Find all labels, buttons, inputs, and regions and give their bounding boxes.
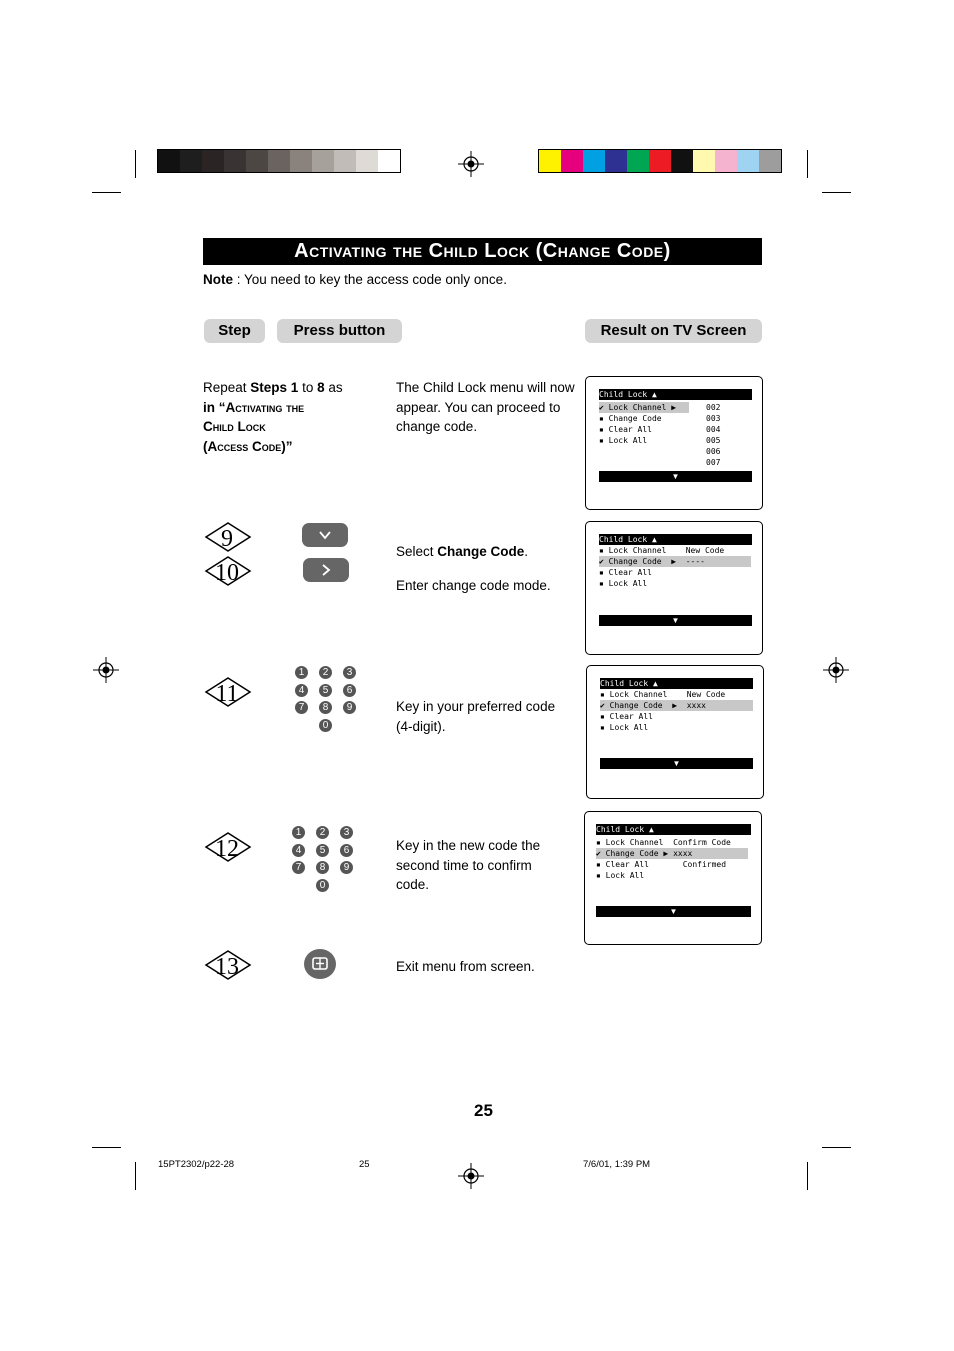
keypad-key-5[interactable]: 5 <box>319 684 332 697</box>
tv-menu-item: ▪ Lock Channel Confirm Code <box>596 838 731 847</box>
tv-menu-item: ▪ Lock Channel New Code <box>599 546 725 555</box>
menu-icon <box>304 949 336 979</box>
tv-menu-item: ▪ Lock All <box>599 436 648 445</box>
color-swatch <box>180 150 202 172</box>
tv-menu-item: ▪ Clear All <box>599 425 652 434</box>
crop-mark <box>822 1147 851 1148</box>
keypad-key-3[interactable]: 3 <box>343 666 356 679</box>
step-10-description: Enter change code mode. <box>396 578 551 593</box>
registration-mark-icon <box>458 151 484 177</box>
tv-screen-header: Child Lock ▲ <box>599 389 752 400</box>
tv-screen-3 <box>586 665 764 799</box>
keypad-key-4[interactable]: 4 <box>292 844 305 857</box>
step-number-10 <box>204 554 252 588</box>
footer-date: 7/6/01, 1:39 PM <box>583 1159 651 1170</box>
tv-menu-item: ▪ Lock All <box>599 579 648 588</box>
keypad-key-5[interactable]: 5 <box>316 844 329 857</box>
footer-page: 25 <box>359 1159 370 1170</box>
color-swatch <box>693 150 715 172</box>
tv-menu-item: ▪ Clear All <box>600 712 653 721</box>
chevron-down-icon <box>318 528 332 542</box>
color-swatch <box>224 150 246 172</box>
tv-screen-footer: ▼ <box>599 471 752 482</box>
gray-swatch-bar <box>157 149 401 173</box>
registration-mark-icon <box>458 1163 484 1189</box>
svg-text:11: 11 <box>215 681 239 707</box>
crop-mark <box>135 1162 136 1190</box>
keypad-key-6[interactable]: 6 <box>340 844 353 857</box>
color-swatch <box>715 150 737 172</box>
tv-menu-item: ▪ Change Code <box>599 414 662 423</box>
color-swatch <box>583 150 605 172</box>
tv-screen-header: Child Lock ▲ <box>600 678 753 689</box>
crop-mark <box>135 150 136 178</box>
note-label: Note <box>203 272 233 287</box>
tv-screen-footer: ▼ <box>599 615 752 626</box>
step-number-11 <box>204 675 252 709</box>
tv-menu-item: ▪ Lock All <box>600 723 649 732</box>
crop-mark <box>92 1147 121 1148</box>
color-swatch <box>561 150 583 172</box>
color-swatch <box>202 150 224 172</box>
color-swatch <box>268 150 290 172</box>
step-intro-description: The Child Lock menu will now appear. You can proceed to change code. <box>396 380 575 434</box>
color-swatch <box>539 150 561 172</box>
tv-screen-footer: ▼ <box>596 906 751 917</box>
keypad-key-1[interactable]: 1 <box>295 666 308 679</box>
down-button[interactable] <box>302 523 348 547</box>
tv-screen-header: Child Lock ▲ <box>599 534 752 545</box>
keypad-key-2[interactable]: 2 <box>316 826 329 839</box>
svg-text:9: 9 <box>221 526 233 552</box>
right-button[interactable] <box>303 558 349 582</box>
registration-mark-icon <box>93 657 119 683</box>
page-title: Activating the Child Lock (Change Code) <box>203 238 762 265</box>
registration-mark-icon <box>823 657 849 683</box>
page-number: 25 <box>474 1101 493 1120</box>
tv-menu-item: ✔ Change Code ▶ xxxx <box>596 848 748 859</box>
number-keypad <box>295 666 365 732</box>
note <box>203 272 507 287</box>
color-swatch <box>378 150 400 172</box>
crop-mark <box>807 150 808 178</box>
step-13-description: Exit menu from screen. <box>396 959 535 974</box>
color-swatch <box>246 150 268 172</box>
color-swatch <box>737 150 759 172</box>
step-number-13 <box>204 948 252 982</box>
color-swatch <box>356 150 378 172</box>
note-text: : You need to key the access code only once. <box>233 272 507 287</box>
tv-menu-item: ✔ Change Code ▶ ---- <box>599 556 751 567</box>
column-result: Result on TV Screen <box>585 319 762 343</box>
svg-text:12: 12 <box>215 836 239 862</box>
color-swatch <box>290 150 312 172</box>
tv-menu-item: ▪ Lock All <box>596 871 645 880</box>
keypad-key-2[interactable]: 2 <box>319 666 332 679</box>
color-swatch <box>671 150 693 172</box>
tv-menu-item: ▪ Lock Channel New Code <box>600 690 726 699</box>
tv-menu-item: ✔ Lock Channel ▶ <box>599 402 689 413</box>
chevron-right-icon <box>319 563 333 577</box>
tv-menu-item: ✔ Change Code ▶ xxxx <box>600 700 753 711</box>
keypad-key-3[interactable]: 3 <box>340 826 353 839</box>
keypad-key-7[interactable]: 7 <box>292 861 305 874</box>
menu-button[interactable] <box>304 949 336 979</box>
step-12-description: Key in the new code the second time to confirm code. <box>396 838 541 892</box>
tv-menu-item: ▪ Clear All Confirmed <box>596 860 727 869</box>
tv-menu-item: ▪ Clear All <box>599 568 652 577</box>
svg-text:13: 13 <box>215 954 239 980</box>
column-step: Step <box>204 319 265 343</box>
step-9-description: Select Change Code. <box>396 544 529 559</box>
keypad-key-9[interactable]: 9 <box>343 701 356 714</box>
crop-mark <box>822 192 851 193</box>
step-number-9 <box>204 520 252 554</box>
color-swatch-bar <box>538 149 782 173</box>
tv-screen-4 <box>584 811 762 945</box>
crop-mark <box>807 1162 808 1190</box>
color-swatch <box>627 150 649 172</box>
keypad-key-8[interactable]: 8 <box>316 861 329 874</box>
color-swatch <box>312 150 334 172</box>
crop-mark <box>92 192 121 193</box>
color-swatch <box>649 150 671 172</box>
step-11-description: Key in your preferred code (4-digit). <box>396 699 556 734</box>
keypad-key-9[interactable]: 9 <box>340 861 353 874</box>
footer-file: 15PT2302/p22-28 <box>158 1159 235 1170</box>
keypad-key-8[interactable]: 8 <box>319 701 332 714</box>
color-swatch <box>605 150 627 172</box>
svg-text:10: 10 <box>215 560 239 586</box>
color-swatch <box>334 150 356 172</box>
color-swatch <box>158 150 180 172</box>
tv-screen-header: Child Lock ▲ <box>596 824 751 835</box>
color-swatch <box>759 150 781 172</box>
keypad-key-6[interactable]: 6 <box>343 684 356 697</box>
keypad-key-1[interactable]: 1 <box>292 826 305 839</box>
number-keypad <box>292 826 362 892</box>
tv-channel-list: 002 003 004 005 006 007 <box>706 403 721 467</box>
step-intro: Repeat Steps 1 to 8 as in “Activating the Child Lock (Access Code)” <box>203 380 343 454</box>
keypad-key-7[interactable]: 7 <box>295 701 308 714</box>
column-press-button: Press button <box>277 319 402 343</box>
step-number-12 <box>204 830 252 864</box>
keypad-key-0[interactable]: 0 <box>319 719 332 732</box>
tv-screen-footer: ▼ <box>600 758 753 769</box>
tv-screen-2 <box>585 521 763 655</box>
keypad-key-0[interactable]: 0 <box>316 879 329 892</box>
keypad-key-4[interactable]: 4 <box>295 684 308 697</box>
tv-screen-1 <box>585 376 763 510</box>
